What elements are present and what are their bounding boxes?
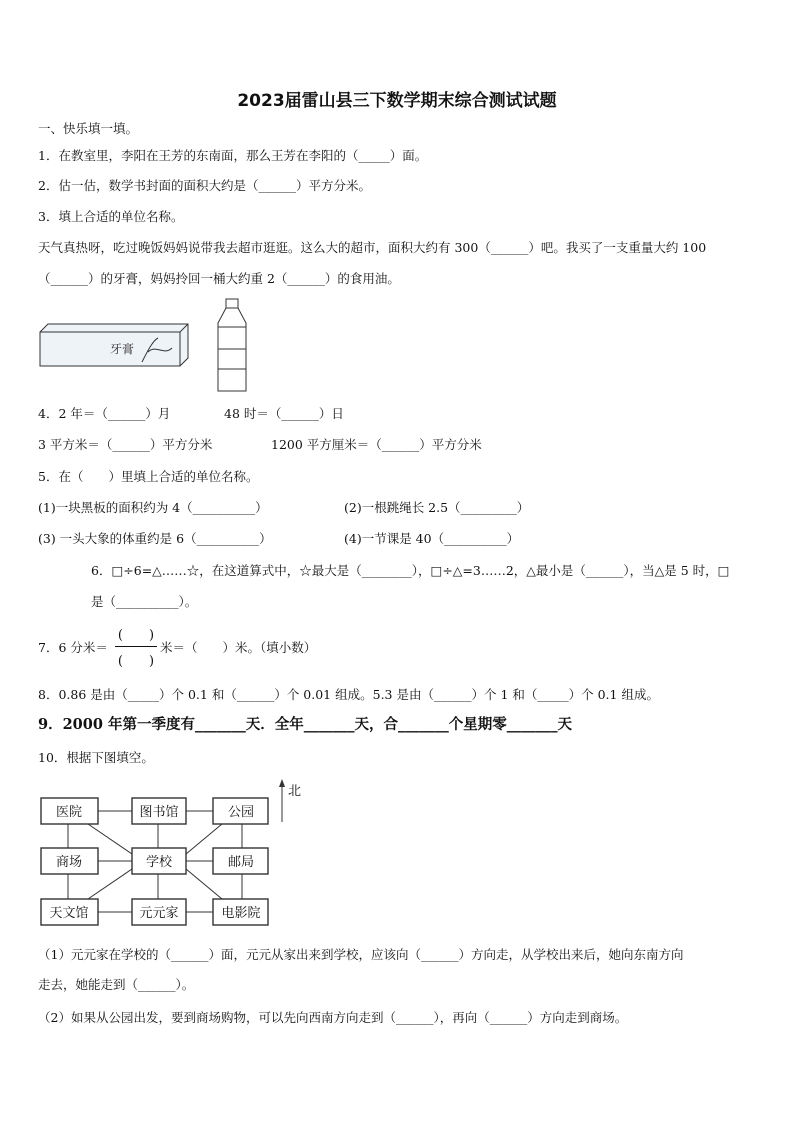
question-7-suffix: 米＝（ ）米。（填小数） [160,640,317,655]
map-label-mall: 商场 [55,855,83,870]
question-4-c: 3 平方米＝（______）平方分米 [38,437,213,452]
map-label-hospital: 医院 [55,805,83,820]
question-3: 3．填上合适的单位名称。 [38,209,184,224]
question-4-b: 48 时＝（______）日 [224,406,344,421]
toothpaste-label: 牙膏 [110,342,135,356]
question-5-4: (4)一节课是 40（__________） [344,531,520,546]
question-4-a: 4．2 年＝（______）月 [38,406,171,421]
toothpaste-image [38,322,190,368]
question-5-1: (1)一块黑板的面积约为 4（__________） [38,500,268,515]
page-title: 2023届雷山县三下数学期末综合测试试题 [237,91,557,111]
question-6-line-1: 6．□÷6=△……☆，在这道算式中，☆最大是（________），□÷△=3……2，△最小是（______），当△是 5 时，□ [91,563,730,578]
question-3-line-2: （______）的牙膏，妈妈拎回一桶大约重 2（______）的食用油。 [38,271,400,286]
oil-bottle-image [212,297,252,395]
map-diagram [36,778,306,928]
map-label-post-office: 邮局 [227,855,255,870]
question-4-d: 1200 平方厘米＝（______）平方分米 [271,437,482,452]
question-5: 5．在（ ）里填上合适的单位名称。 [38,469,259,484]
question-8: 8．0.86 是由（_____）个 0.1 和（______）个 0.01 组成。5.3 是由（______）个 1 和（_____）个 0.1 组成。 [38,687,659,702]
map-label-yuanyuan-home: 元元家 [139,906,179,921]
north-arrow-icon [279,779,285,822]
north-label: 北 [288,784,302,799]
fraction-numerator: ( ) [117,628,155,643]
map-label-school: 学校 [145,855,173,870]
question-2: 2．估一估，数学书封面的面积大约是（______）平方分米。 [38,178,371,193]
fraction-denominator: ( ) [117,654,155,669]
map-label-cinema: 电影院 [221,906,261,921]
question-6-line-2: 是（__________）。 [91,594,198,609]
question-3-line-1: 天气真热呀，吃过晚饭妈妈说带我去超市逛逛。这么大的超市，面积大约有 300（______）吧。我买了一支重量大约 100 [38,240,707,255]
question-10-1-line-1: （1）元元家在学校的（______）面，元元从家出来到学校，应该向（______）方向走，从学校出来后，她向东南方向 [38,947,684,962]
question-9: 9．2000 年第一季度有_______天．全年_______天，合_______个星期零_______天 [38,716,572,733]
question-7-prefix: 7．6 分米＝ [38,640,108,655]
question-5-3: (3) 一头大象的体重约是 6（__________） [38,531,272,546]
section-heading: 一、快乐填一填。 [38,121,139,136]
map-label-planetarium: 天文馆 [49,906,89,921]
map-label-library: 图书馆 [139,805,179,820]
question-10-1-line-2: 走去，她能走到（______）。 [38,977,195,992]
question-10-2: （2）如果从公园出发，要到商场购物，可以先向西南方向走到（______），再向（______）方向走到商场。 [38,1010,628,1025]
question-5-2: (2)一根跳绳长 2.5（_________） [344,500,530,515]
map-label-park: 公园 [227,805,255,820]
fraction-bar [115,646,157,647]
question-10: 10．根据下图填空。 [38,750,154,765]
question-1: 1．在教室里，李阳在王芳的东南面，那么王芳在李阳的（_____）面。 [38,148,428,163]
question-7-fraction [112,624,160,670]
